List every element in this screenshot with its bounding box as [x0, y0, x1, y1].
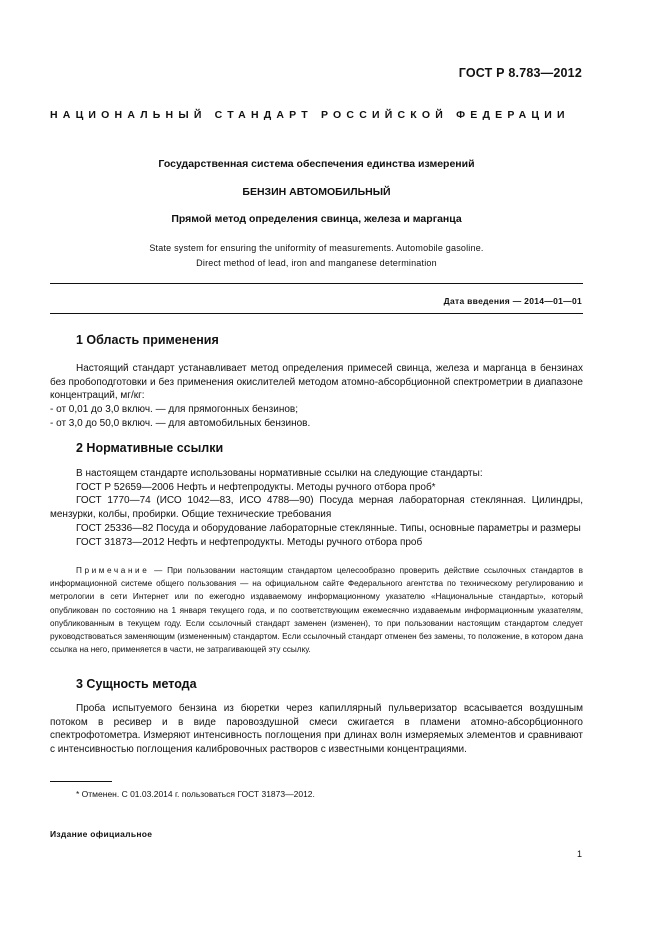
- section-1-item-1: - от 0,01 до 3,0 включ. — для прямогонных бензинов;: [50, 404, 298, 416]
- section-2-intro: В настоящем стандарте использованы нормативные ссылки на следующие стандарты:: [76, 468, 483, 479]
- section-1-heading: 1 Область применения: [76, 333, 219, 347]
- page-number: 1: [576, 849, 582, 859]
- english-title-line-1: State system for ensuring the uniformity of measurements. Automobile gasoline.: [149, 243, 484, 253]
- section-2-heading: 2 Нормативные ссылки: [76, 441, 224, 455]
- section-3-heading: 3 Сущность метода: [76, 677, 197, 691]
- introduction-date: Дата введения — 2014—01—01: [443, 296, 582, 306]
- reference-3: ГОСТ 25336—82 Посуда и оборудование лабораторные стеклянные. Типы, основные параметры и размеры: [76, 522, 581, 534]
- footnote-separator: [50, 781, 112, 782]
- note-text: — При пользовании настоящим стандартом целесообразно проверить действие ссылочных стандартов в информационной системе общего пользования — на официальном сайте Федерального агентства по техническому регулированию и метрологии в сети Интернет или по ежегодно издаваемому информационному указателю «Национальные стандарты», который опубликован по состоянию на 1 января текущего года, и по соответствующим ежемесячно издаваемым информационным указателям, опубликованным в текущем году. Если ссылочный стандарт заменен (изменен), то при пользовании настоящим стандартом следует руководствоваться заменяющим (измененным) стандартом. Если ссылочный стандарт отменен без замены, то положение, в котором дана ссылка на него, применяется в части, не затрагивающей эту ссылку.: [50, 566, 583, 655]
- document-title: БЕНЗИН АВТОМОБИЛЬНЫЙ: [242, 186, 391, 198]
- reference-4: ГОСТ 31873—2012 Нефть и нефтепродукты. Методы ручного отбора проб: [76, 536, 423, 548]
- official-edition-label: Издание официальное: [50, 829, 153, 839]
- english-title: [50, 241, 583, 271]
- note-label: Примечание: [76, 566, 150, 575]
- section-2-body: [50, 467, 583, 549]
- document-subtitle: Прямой метод определения свинца, железа и марганца: [171, 213, 462, 225]
- reference-1: ГОСТ Р 52659—2006 Нефть и нефтепродукты. Методы ручного отбора проб*: [76, 481, 436, 493]
- reference-2: ГОСТ 1770—74 (ИСО 1042—83, ИСО 4788—90) Посуда мерная лабораторная стеклянная. Цилиндры, мензурки, колбы, пробирки. Общие технические требования: [50, 495, 583, 521]
- section-3-body: [50, 702, 583, 757]
- section-3-paragraph: Проба испытуемого бензина из бюретки через капиллярный пульверизатор всасывается воздушным потоком в ресивер и в виде паровоздушной смеси сжигается в пламени атомно-абсорбционного спектрофотометра. Измеряют интенсивность поглощения при длинах волн измеряемых элементов и сравнивают с интенсивностью поглощения калибровочных растворов с известными концентрациями.: [50, 703, 583, 756]
- section-1-paragraph: Настоящий стандарт устанавливает метод определения примесей свинца, железа и марганца в бензинах без пробоподготовки и без применения окислителей методом атомно-абсорбционной спектрометрии в диапазоне концентраций, мг/кг:: [50, 363, 583, 402]
- document-code: ГОСТ Р 8.783—2012: [458, 66, 582, 80]
- system-title: Государственная система обеспечения единства измерений: [158, 158, 475, 170]
- section-1-body: [50, 362, 583, 431]
- english-title-line-2: Direct method of lead, iron and manganese determination: [196, 258, 437, 268]
- footnote: * Отменен. С 01.03.2014 г. пользоваться ГОСТ 31873—2012.: [76, 789, 315, 799]
- section-1-item-2: - от 3,0 до 50,0 включ. — для автомобильных бензинов.: [50, 417, 311, 429]
- top-divider: [50, 283, 583, 284]
- section-2-note: [50, 564, 583, 656]
- bottom-divider: [50, 313, 583, 314]
- national-standard-banner: НАЦИОНАЛЬНЫЙ СТАНДАРТ РОССИЙСКОЙ ФЕДЕРАЦИИ: [50, 109, 570, 121]
